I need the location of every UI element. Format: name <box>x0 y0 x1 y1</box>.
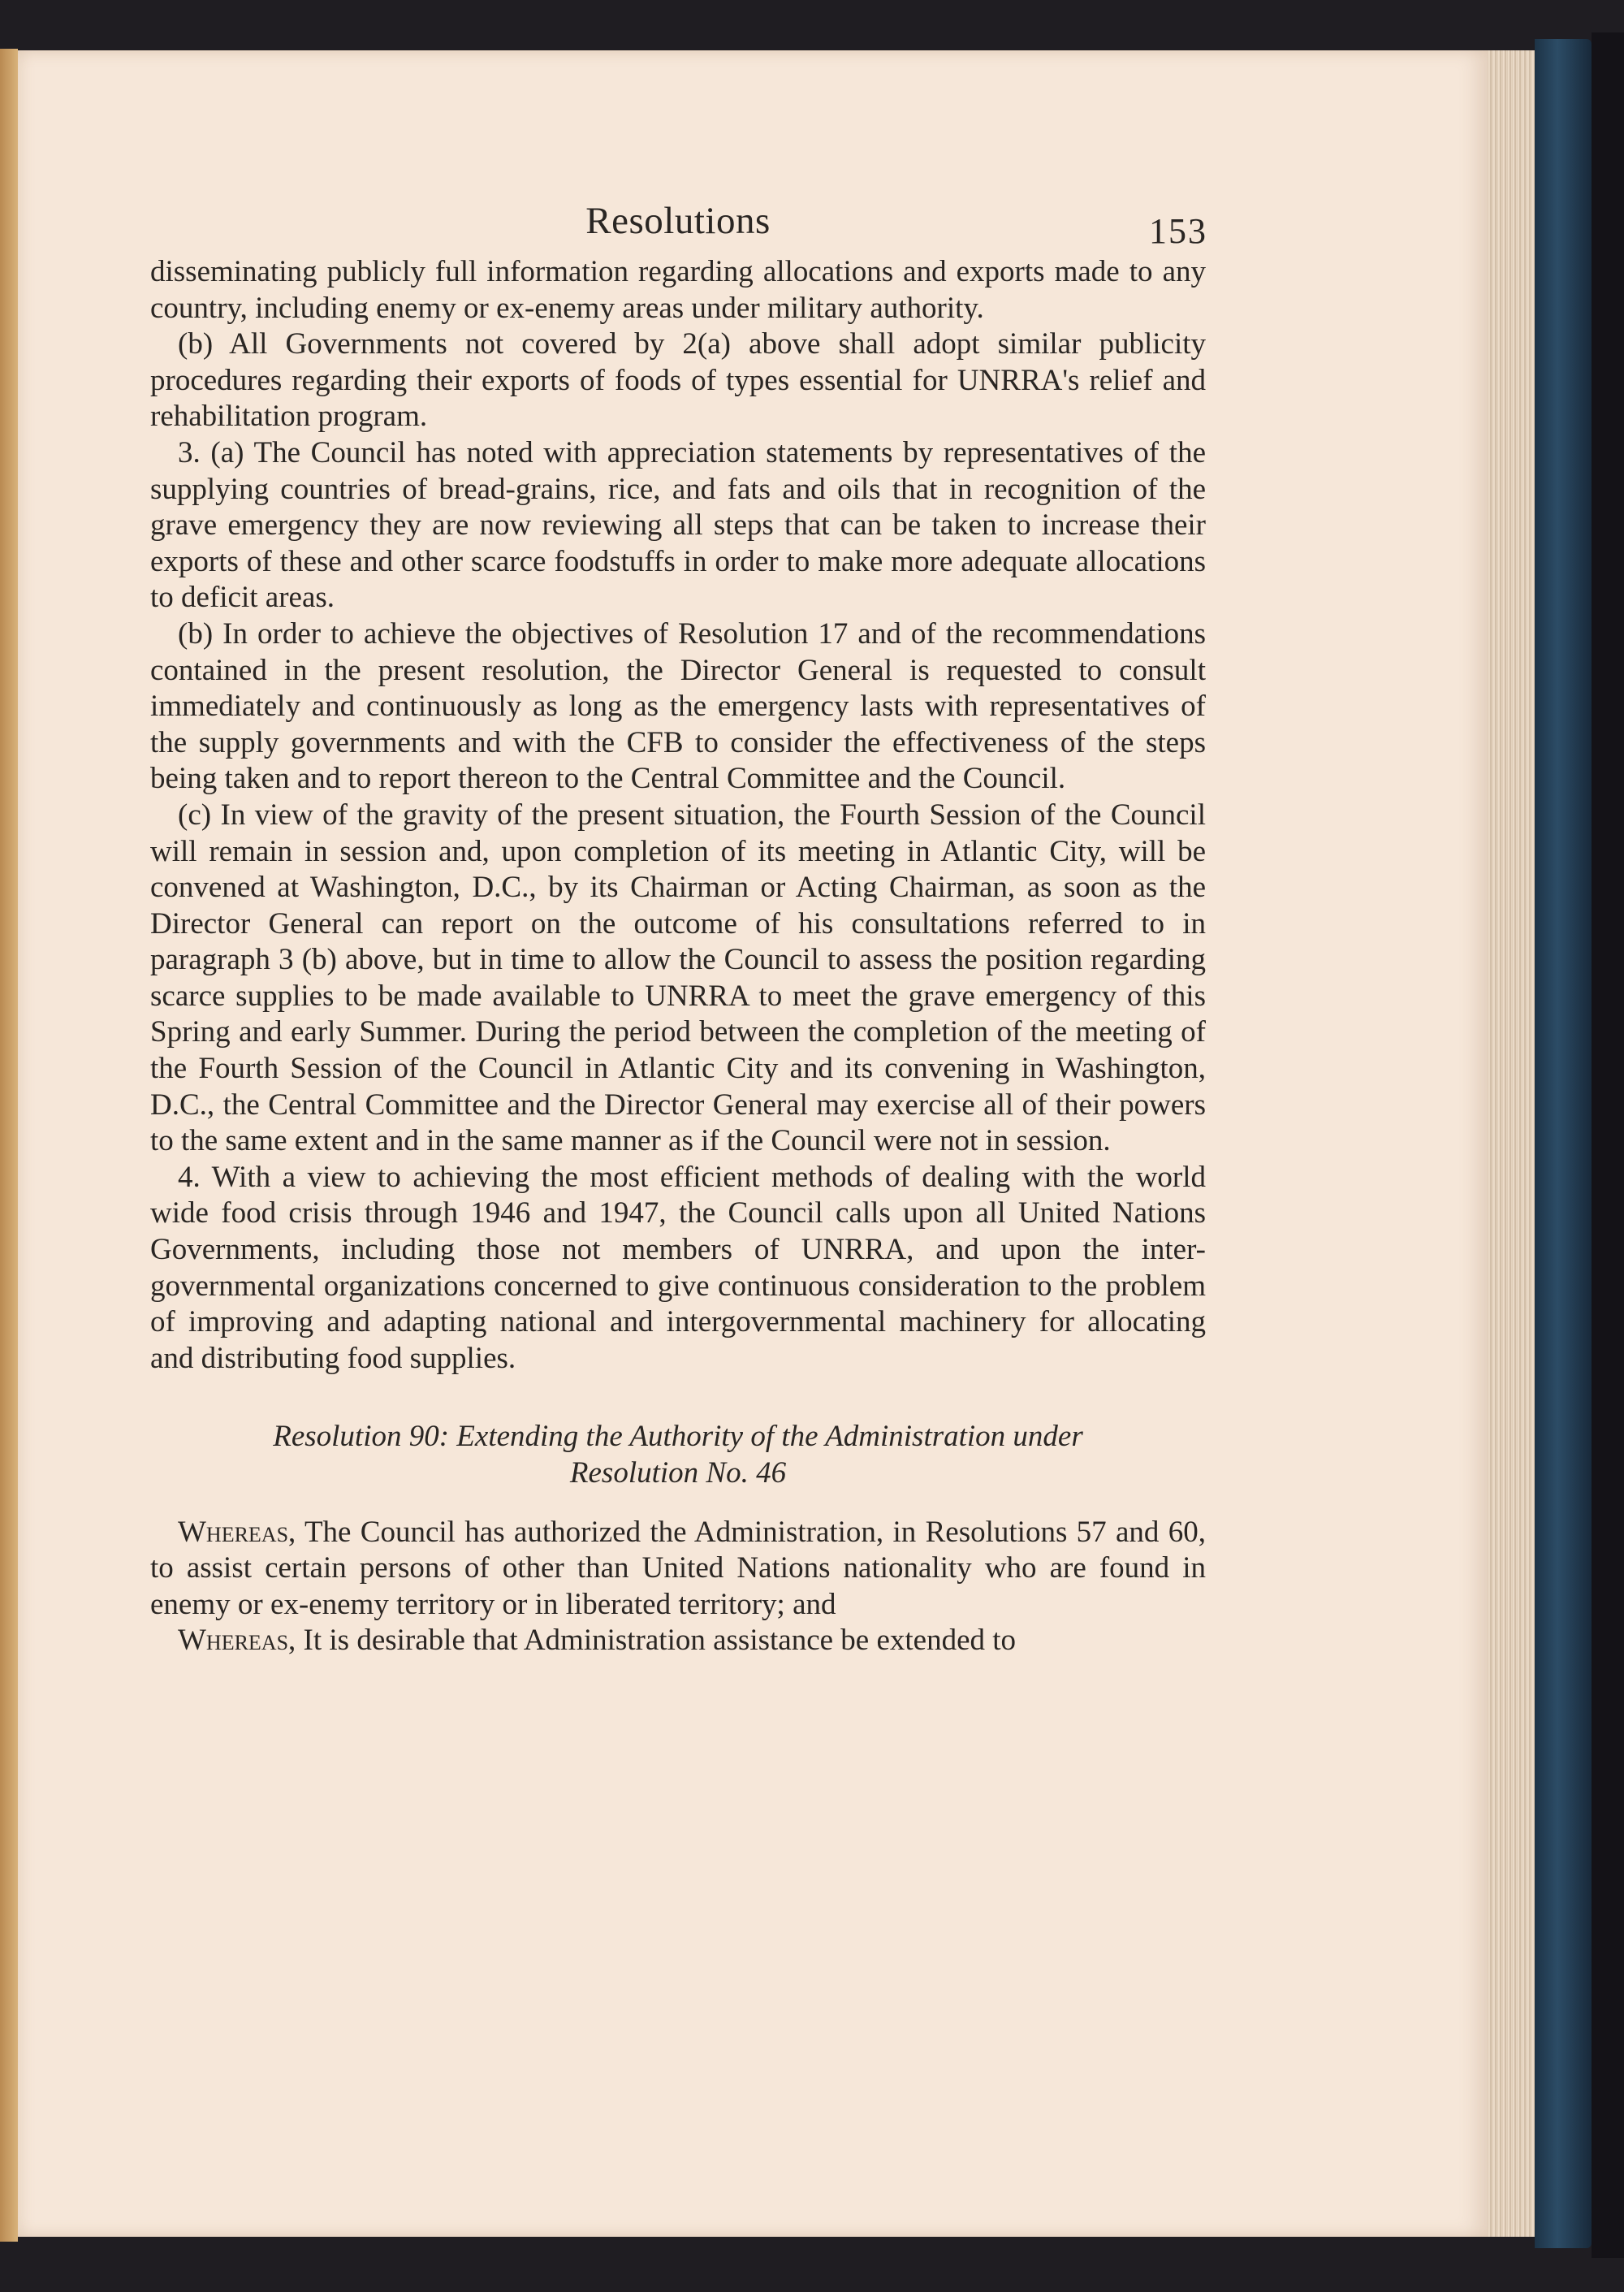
whereas-paragraph-2 <box>150 1623 1206 1659</box>
whereas-lead: Whereas, <box>178 1515 296 1549</box>
paragraph-3c: (c) In view of the gravity of the present situation, the Fourth Session of the Council will remain in session and, upon completion of its meeting in Atlantic City, will be convened at Washington, D.C., by its Chairman or Acting Chairman, as soon as the Director General can report on the outcome of his consultations referred to in paragraph 3 (b) above, but in time to allow the Council to assess the position regarding scarce supplies to be made available to UNRRA to meet the grave emergency of this Spring and early Summer. During the period between the completion of the meeting of the Fourth Session of the Council in Atlantic City and its convening in Washington, D.C., the Central Committee and the Director General may exercise all of their powers to the same extent and in the same manner as if the Council were not in session. <box>150 798 1206 1158</box>
whereas-lead: Whereas, <box>178 1624 296 1658</box>
background-edge <box>1592 32 1624 2258</box>
paragraph-3a: 3. (a) The Council has noted with appreciation statements by representatives of the supplying countries of bread-grains, rice, and fats and oils that in recognition of the grave emergency they are now reviewing all steps that can be taken to increase their exports of these and other scarce foodstuffs in order to make more adequate allocations to deficit areas. <box>150 435 1206 615</box>
page-stack-edge <box>1488 50 1535 2237</box>
paragraph-3b: (b) In order to achieve the objectives of Resolution 17 and of the recommendations contained in the present resolution, the Director General is requested to consult immediately and continuously as long as the emergency lasts with representatives of the supply governments and with the CFB to consider the effectiveness of the steps being taken and to report thereon to the Central Committee and the Council. <box>150 616 1206 796</box>
page-text-block <box>150 199 1206 1659</box>
paragraph-continuation: disseminating publicly full information regarding allocations and exports made to any country, including enemy or ex-enemy areas under military authority. <box>150 255 1206 325</box>
whereas-text: The Council has authorized the Administration, in Resolutions 57 and 60, to assist certain persons of other than United Nations nationality who are found in enemy or ex-enemy territory or in liberated territory; and <box>150 1515 1206 1621</box>
resolution-90-heading <box>150 1419 1206 1491</box>
whereas-paragraph-1 <box>150 1515 1206 1624</box>
running-head <box>150 199 1207 251</box>
paragraph-4: 4. With a view to achieving the most efficient methods of dealing with the world wide food crisis through 1946 and 1947, the Council calls upon all United Nations Governments, including those not members of UNRRA, and upon the inter-governmental organizations concerned to give continuous consideration to the problem of improving and adapting national and intergovernmental machinery for allocating and distributing food supplies. <box>150 1160 1206 1375</box>
resolution-heading-line-2: Resolution No. 46 <box>569 1456 787 1490</box>
page-number: 153 <box>1149 211 1207 251</box>
facing-page-edge <box>0 49 18 2242</box>
running-title: Resolutions <box>585 200 771 242</box>
paragraph-2b: (b) All Governments not covered by 2(a) above shall adopt similar publicity procedures regarding their exports of foods of types essential for UNRRA's relief and rehabilitation program. <box>150 327 1206 434</box>
book-cover <box>1535 39 1592 2248</box>
resolution-heading-line-1: Resolution 90: Extending the Authority of the Administration under <box>273 1420 1083 1454</box>
whereas-text: It is desirable that Administration assistance be extended to <box>296 1624 1017 1658</box>
